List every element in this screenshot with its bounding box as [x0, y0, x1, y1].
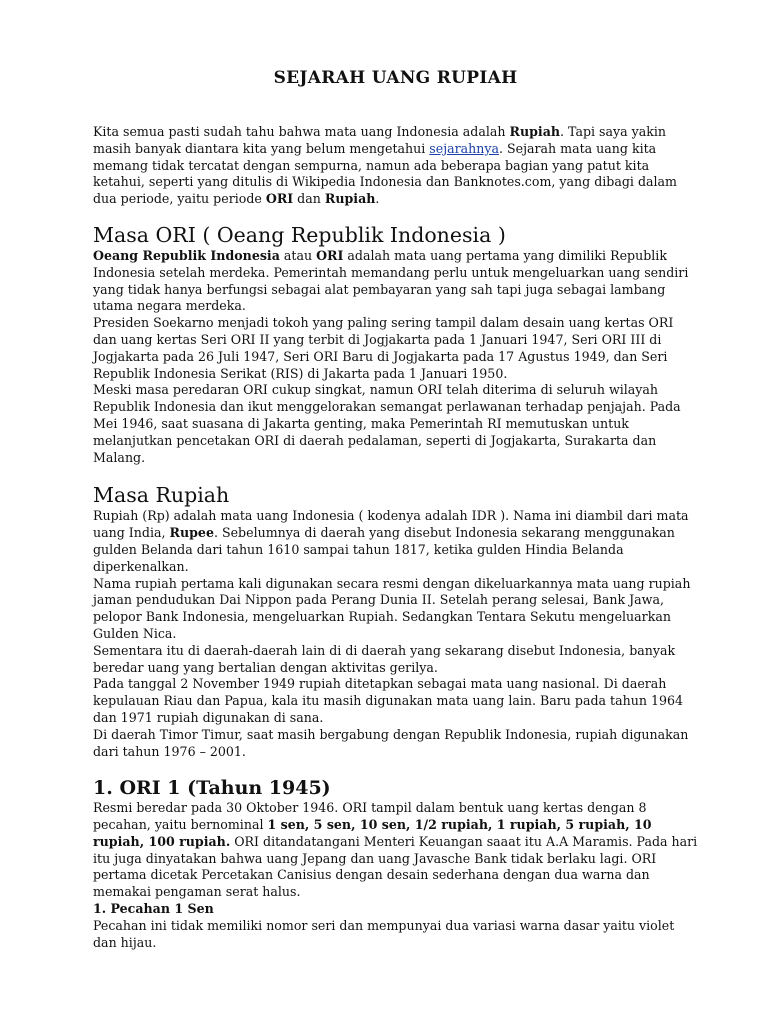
section-heading-ori: Masa ORI ( Oeang Republik Indonesia ): [93, 222, 506, 247]
bold-term: Rupee: [169, 525, 214, 541]
ori1-paragraph-2: Pecahan ini tidak memiliki nomor seri dan mempunyai dua variasi warna dasar yaitu violet dan hijau.: [93, 917, 675, 950]
document-title: SEJARAH UANG RUPIAH: [273, 68, 518, 88]
ori-paragraph-1: [93, 248, 698, 315]
text-span: ORI ditandatangani Menteri Keuangan saaat itu A.A Maramis. Pada hari itu juga dinyatakan bahwa uang Jepang dan uang Javasche Bank tidak berlaku lagi. ORI pertama dicetak Percetakan Canisius dengan desain sederhana dengan dua warna dan memakai pengaman serat halus.: [93, 833, 698, 900]
subheading-pecahan-1-sen: [93, 901, 698, 918]
spacer: [93, 466, 698, 482]
section-heading-ori-1: 1. ORI 1 (Tahun 1945): [93, 777, 331, 800]
bold-rupiah: Rupiah: [324, 191, 376, 207]
document-content: [93, 68, 698, 951]
bold-denominations: 1 sen, 5 sen, 10 sen, 1/2 rupiah, 1 rupiah, 5 rupiah, 10 rupiah, 100 rupiah.: [93, 817, 652, 849]
spacer: [93, 760, 698, 776]
bold-rupiah: Rupiah: [509, 124, 561, 139]
bold-term: Oeang Republik Indonesia: [93, 247, 280, 263]
text-span: .: [375, 191, 380, 207]
rupiah-paragraph-3: Sementara itu di daerah-daerah lain di di daerah yang sekarang disebut Indonesia, banyak beredar uang yang bertalian dengan aktivitas gerilya.: [93, 642, 676, 675]
text-span: dan: [293, 191, 325, 207]
text-span: Rupiah (Rp) adalah mata uang Indonesia ( kodenya adalah IDR ). Nama ini diambil dari mata uang India,: [93, 508, 689, 541]
sejarahnya-link[interactable]: sejarahnya: [429, 140, 499, 156]
text-span: atau: [279, 247, 317, 263]
intro-paragraph: [93, 124, 698, 208]
rupiah-paragraph-4: Pada tanggal 2 November 1949 rupiah ditetapkan sebagai mata uang nasional. Di daerah kepulauan Riau dan Papua, kala itu masih digunakan mata uang lain. Baru pada tahun 1964 dan 1971 rupiah digunakan di sana.: [93, 676, 684, 725]
ori-paragraph-3: Meski masa peredaran ORI cukup singkat, namun ORI telah diterima di seluruh wilayah Republik Indonesia dan ikut menggelorakan semangat perlawanan terhadap penjajah. Pada Mei 1946, saat suasana di Jakarta genting, maka Pemerintah RI memutuskan untuk melanjutkan pencetakan ORI di daerah pedalaman, seperti di Jogjakarta, Surakarta dan Malang.: [93, 382, 681, 465]
text-span: Resmi beredar pada 30 Oktober 1946. ORI tampil dalam bentuk uang kertas dengan 8 pecahan, yaitu bernominal: [93, 800, 647, 833]
bold-term: ORI: [316, 247, 344, 263]
section-heading-rupiah: Masa Rupiah: [93, 483, 230, 508]
ori1-paragraph-1: [93, 800, 698, 901]
text-span: Kita semua pasti sudah tahu bahwa mata uang Indonesia adalah: [93, 124, 510, 139]
ori-paragraph-2: Presiden Soekarno menjadi tokoh yang paling sering tampil dalam desain uang kertas ORI dan uang kertas Seri ORI II yang terbit di Jogjakarta pada 1 Januari 1947, Seri ORI III di Jogjakarta pada 26 Juli 1947, Seri ORI Baru di Jogjakarta pada 17 Agustus 1949, dan Seri Republik Indonesia Serikat (RIS) di Jakarta pada 1 Januari 1950.: [93, 315, 674, 381]
bold-subheading: 1. Pecahan 1 Sen: [93, 901, 214, 917]
text-span: . Sejarah mata uang kita memang tidak tercatat dengan sempurna, namun ada beberapa bagian yang patut kita ketahui, seperti yang ditulis di Wikipedia Indonesia dan Banknotes.com, yang dibagi dalam dua periode, yaitu periode: [93, 140, 677, 207]
rupiah-paragraph-2: Nama rupiah pertama kali digunakan secara resmi dengan dikeluarkannya mata uang rupiah jaman pendudukan Dai Nippon pada Perang Dunia II. Setelah perang selesai, Bank Jawa, pelopor Bank Indonesia, mengeluarkan Rupiah. Sedangkan Tentara Sekutu mengeluarkan Gulden Nica.: [93, 575, 691, 641]
text-span: adalah mata uang pertama yang dimiliki Republik Indonesia setelah merdeka. Pemerintah memandang perlu untuk mengeluarkan uang sendiri yang tidak hanya berfungsi sebagai alat pembayaran yang sah tapi juga sebagai lambang utama negara merdeka.: [93, 247, 689, 314]
spacer: [93, 208, 698, 222]
rupiah-paragraph-5: Di daerah Timor Timur, saat masih bergabung dengan Republik Indonesia, rupiah digunakan dari tahun 1976 – 2001.: [93, 726, 689, 759]
rupiah-paragraph-1: [93, 508, 698, 575]
text-span: . Tapi saya yakin masih banyak diantara kita yang belum mengetahui: [93, 124, 667, 156]
text-span: . Sebelumnya di daerah yang disebut Indonesia sekarang menggunakan gulden Belanda dari tahun 1610 sampai tahun 1817, ketika gulden Hindia Belanda diperkenalkan.: [93, 525, 675, 574]
bold-ori: ORI: [265, 191, 294, 207]
